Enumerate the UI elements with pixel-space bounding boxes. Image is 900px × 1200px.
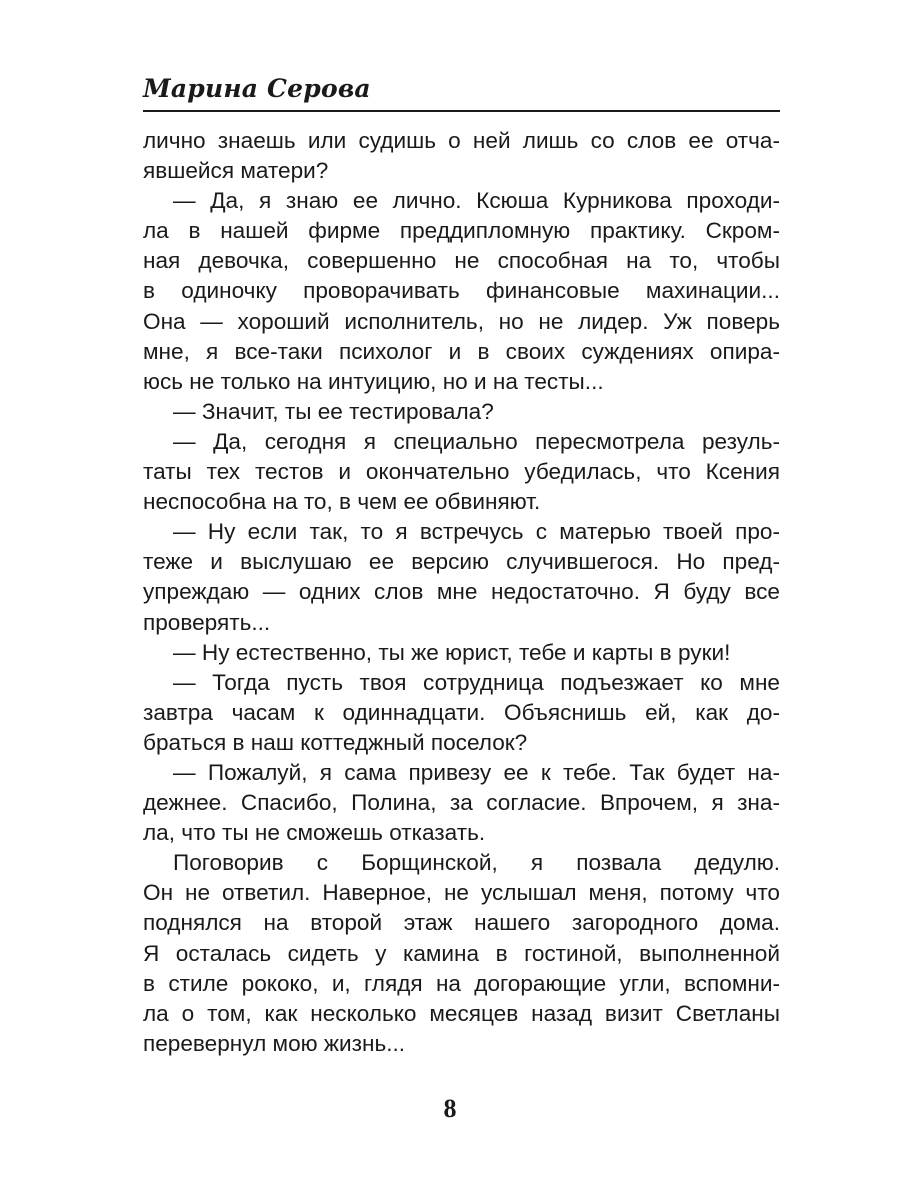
text-line: таты тех тестов и окончательно убедилась, что Ксения [143,459,780,485]
text-line: перевернул мою жизнь... [143,1030,406,1056]
text-line: в стиле рококо, и, глядя на догорающие угли, вспомни- [143,970,780,996]
text-line: ла о том, как несколько месяцев назад визит Светланы [143,1000,780,1026]
text-line: ная девочка, совершенно не способная на то, чтобы [143,248,780,274]
text-line: явшейся матери? [143,158,329,184]
running-head-author: Марина Серова [143,74,371,103]
text-line: Поговорив с Борщинской, я позвала дедулю. [173,850,780,876]
page-number: 8 [443,1094,457,1123]
text-line: Он не ответил. Наверное, не услышал меня, потому что [143,880,780,906]
text-line: — Значит, ты ее тестировала? [173,398,494,424]
text-line: — Ну если так, то я встречусь с матерью твоей про- [173,519,780,545]
text-line: — Да, я знаю ее лично. Ксюша Курникова проходи- [173,188,780,214]
text-line: — Пожалуй, я сама привезу ее к тебе. Так будет на- [173,759,780,785]
text-line: проверять... [143,609,271,635]
text-line: — Ну естественно, ты же юрист, тебе и карты в руки! [173,639,731,665]
text-line: мне, я все-таки психолог и в своих суждениях опира- [143,338,780,364]
text-line: Она — хороший исполнитель, но не лидер. Уж поверь [143,308,780,334]
text-line: — Да, сегодня я специально пересмотрела резуль- [173,428,780,454]
text-line: упреждаю — одних слов мне недостаточно. Я буду все [143,579,780,605]
text-line: завтра часам к одиннадцати. Объяснишь ей, как до- [143,699,780,725]
body-text [143,126,780,1059]
text-line: теже и выслушаю ее версию случившегося. Но пред- [143,549,780,575]
text-line: поднялся на второй этаж нашего загородного дома. [143,910,780,936]
text-line: ла в нашей фирме преддипломную практику. Скром- [143,218,780,244]
text-line: — Тогда пусть твоя сотрудница подъезжает ко мне [173,669,780,695]
text-line: лично знаешь или судишь о ней лишь со слов ее отча- [143,128,780,153]
text-line: в одиночку проворачивать финансовые махинации... [143,278,780,304]
text-line: неспособна на то, в чем ее обвиняют. [143,489,541,515]
text-line: браться в наш коттеджный поселок? [143,729,528,755]
text-line: дежнее. Спасибо, Полина, за согласие. Впрочем, я зна- [143,790,780,816]
text-line: ла, что ты не сможешь отказать. [143,820,486,846]
text-line: Я осталась сидеть у камина в гостиной, выполненной [143,940,780,966]
header-rule [143,110,780,112]
text-line: юсь не только на интуицию, но и на тесты... [143,368,604,394]
